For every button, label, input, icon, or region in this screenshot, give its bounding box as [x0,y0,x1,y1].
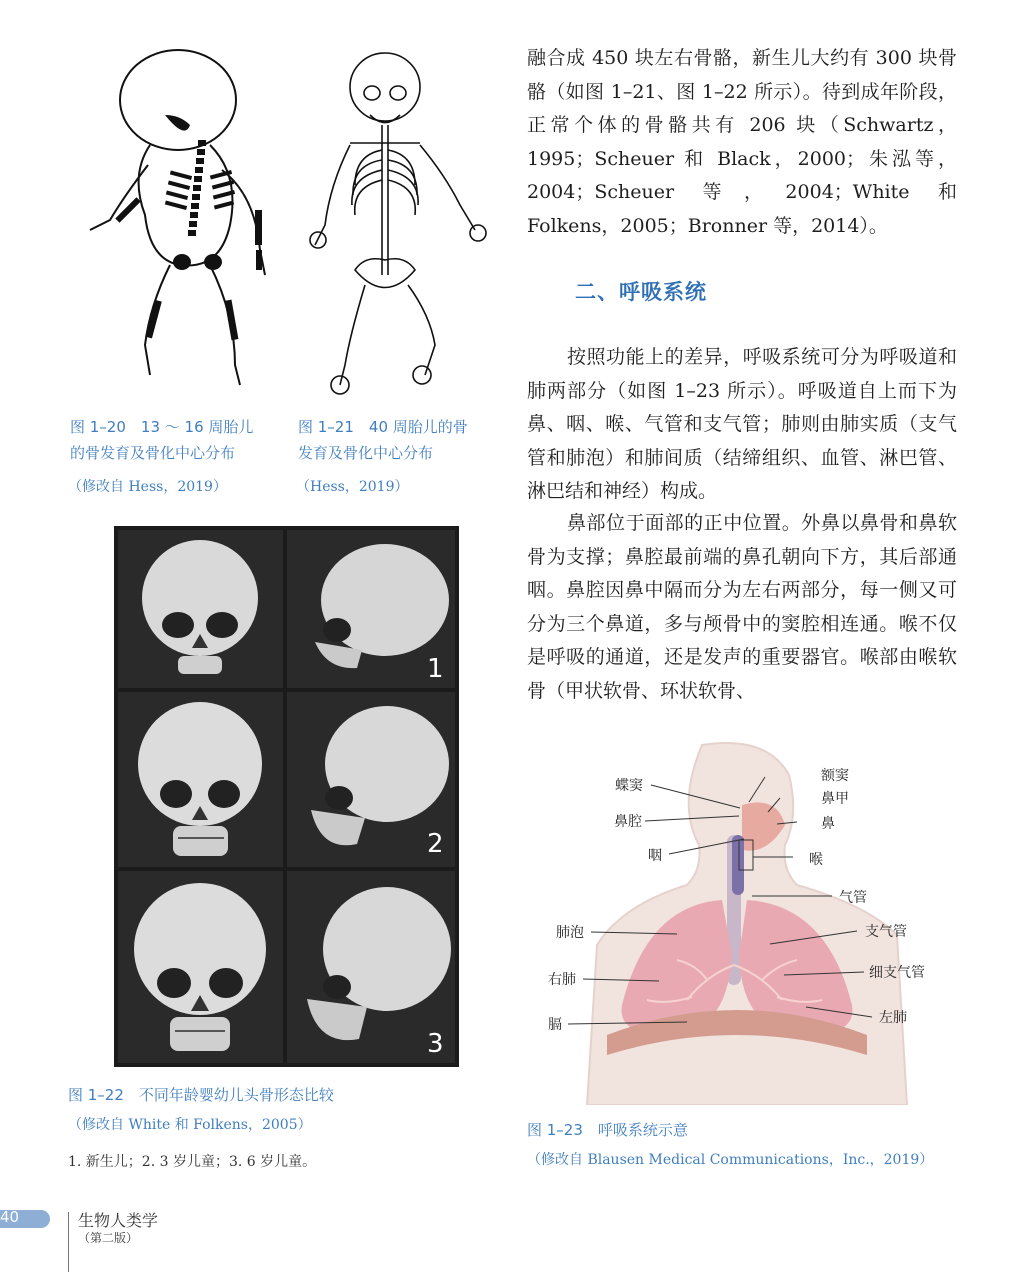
caption-line: 发育及骨化中心分布 [298,444,434,462]
figure-1-22-source: （修改自 White 和 Folkens，2005） [68,1117,312,1133]
panel-number-3: 3 [427,1029,444,1059]
label-bronchus: 支气管 [865,924,907,940]
figure-1-22-caption: 图 1–22 不同年龄婴幼儿头骨形态比较 [68,1086,334,1104]
label-bronchiole: 细支气管 [869,965,925,981]
fetal-skeleton-40-weeks-illustration [300,45,500,400]
figure-1-23-source: （修改自 Blausen Medical Communications，Inc.，2019） [527,1152,934,1168]
body-paragraph-2 [527,341,957,509]
skull-front-drawing [118,530,283,688]
book-title: 生物人类学 [78,1211,159,1230]
label-sphenoid-sinus: 蝶窦 [615,778,643,794]
skull-comparison-photo-panel [114,526,459,1067]
label-trachea: 气管 [839,890,867,906]
label-right-lung: 右肺 [548,972,576,988]
fetal-skeleton-13-16-weeks-illustration [70,45,290,400]
panel-number-2: 2 [427,829,444,859]
respiratory-system-illustration [527,735,957,1105]
label-alveoli: 肺泡 [556,925,584,941]
label-frontal-sinus: 额窦 [821,768,849,784]
book-edition: （第二版） [78,1231,139,1245]
figure-1-20-source: （修改自 Hess，2019） [68,479,227,495]
figure-1-23-caption: 图 1–23 呼吸系统示意 [527,1121,688,1139]
body-paragraph-3 [527,507,957,708]
panel-number-1: 1 [427,654,444,684]
section-heading: 二、呼吸系统 [575,280,707,304]
caption-line: 的骨发育及骨化中心分布 [70,444,236,462]
page-number: 40 [0,1208,20,1226]
figure-1-21-caption [298,414,468,466]
footer-divider [68,1212,69,1272]
newborn-skull-front-photo [118,530,283,688]
skull-front-drawing [118,871,283,1063]
label-larynx: 喉 [809,852,823,868]
paragraph-text: 按照功能上的差异，呼吸系统可分为呼吸道和肺两部分（如图 1–23 所示）。呼吸道自上而下为鼻、咽、喉、气管和支气管；肺则由肺实质（支气管和肺泡）和肺间质（结缔组织、血管、淋巴管、淋巴结和神经）构成。 [527,346,957,502]
caption-line: 图 1–20 13 ～ 16 周胎儿 [70,418,254,436]
label-nasal-concha: 鼻甲 [821,791,849,807]
label-nose: 鼻 [821,816,835,832]
skull-front-drawing [118,692,283,867]
figure-1-21-source: （Hess，2019） [296,479,409,495]
paragraph-text: 融合成 450 块左右骨骼，新生儿大约有 300 块骨骼（如图 1–21、图 1–22 所示）。待到成年阶段，正常个体的骨骼共有 206 块（Schwartz，1995；Scheuer 和 Black，2000；朱泓等，2004；Scheuer 等，2004；White 和 Folkens，2005；Bronner 等，2014）。 [527,47,957,237]
label-diaphragm: 膈 [548,1017,562,1033]
label-left-lung: 左肺 [879,1010,907,1026]
label-nasal-cavity: 鼻腔 [614,814,642,830]
body-paragraph-1 [527,42,957,243]
caption-line: 图 1–21 40 周胎儿的骨 [298,418,468,436]
figure-1-20-caption [70,414,253,466]
label-pharynx: 咽 [648,848,662,864]
figure-1-22-note: 1. 新生儿；2. 3 岁儿童；3. 6 岁儿童。 [68,1154,317,1170]
age6-skull-front-photo [118,871,283,1063]
age3-skull-front-photo [118,692,283,867]
paragraph-text: 鼻部位于面部的正中位置。外鼻以鼻骨和鼻软骨为支撑；鼻腔最前端的鼻孔朝向下方，其后部通咽。鼻腔因鼻中隔而分为左右两部分，每一侧又可分为三个鼻道，多与颅骨中的窦腔相连通。喉不仅是呼吸的通道，还是发声的重要器官。喉部由喉软骨（甲状软骨、环状软骨、 [527,512,957,702]
